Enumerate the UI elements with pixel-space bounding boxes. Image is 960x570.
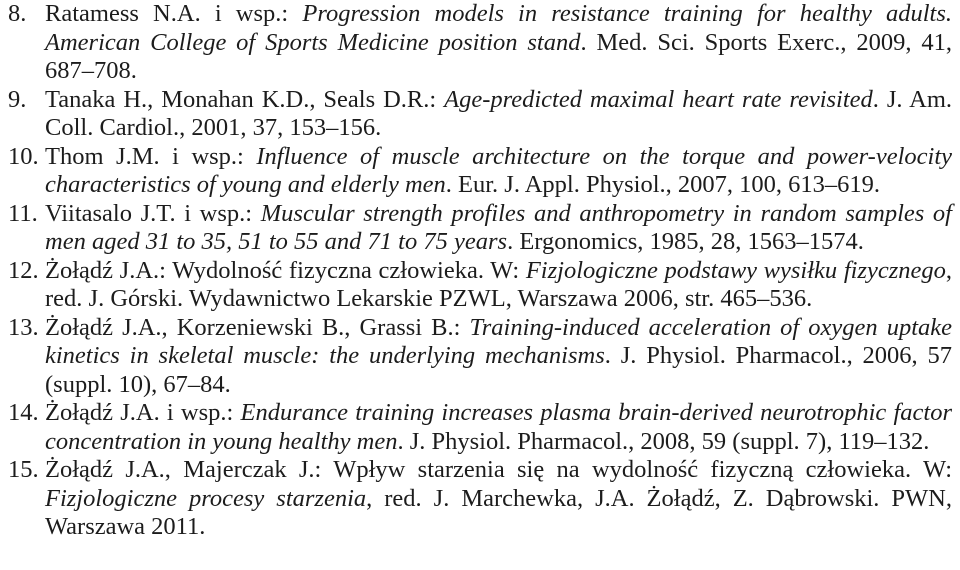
reference-authors: Żołądź J.A.: Wydolność fizyczna człowieka. W:: [45, 256, 526, 284]
reference-authors: Viitasalo J.T. i wsp.:: [45, 199, 261, 227]
reference-source: , red. J. Marchewka, J.A. Żołądź, Z. Dąbrowski. PWN, Warszawa 2011.: [45, 484, 952, 540]
reference-title: Influence of muscle architecture on the torque and power-velocity characteristics of young and elderly men: [45, 142, 953, 198]
reference-number: 13.: [8, 313, 39, 341]
reference-number: 9.: [8, 85, 27, 113]
reference-authors: Żołądź J.A., Majerczak J.: Wpływ starzenia się na wydolność fizyczną człowieka. W:: [45, 456, 952, 483]
reference-book-title: Fizjologiczne podstawy wysiłku fizycznego: [525, 256, 946, 284]
reference-source: . J. Am. Coll. Cardiol., 2001, 37, 153–156.: [45, 85, 953, 141]
reference-number: 12.: [8, 256, 39, 284]
reference-title: Progression models in resistance training for healthy adults. American College of Sports Medicine position stand: [45, 0, 953, 56]
reference-authors: Thom J.M. i wsp.:: [45, 142, 257, 170]
reference-item: [8, 257, 952, 314]
reference-item: [8, 314, 952, 400]
reference-number: 8.: [8, 0, 27, 27]
reference-authors: Tanaka H., Monahan K.D., Seals D.R.:: [45, 85, 445, 113]
reference-book-title: Fizjologiczne procesy starzenia: [45, 484, 367, 512]
reference-item: [8, 456, 952, 542]
reference-item: [8, 399, 952, 456]
reference-source: . Med. Sci. Sports Exerc., 2009, 41, 687–708.: [45, 28, 953, 84]
reference-title: Age-predicted maximal heart rate revisited: [444, 85, 873, 113]
reference-title: Training-induced acceleration of oxygen uptake kinetics in skeletal muscle: the underlying mechanisms: [45, 313, 952, 369]
reference-number: 10.: [8, 142, 39, 170]
reference-number: 15.: [8, 456, 39, 483]
reference-authors: Żołądź J.A., Korzeniewski B., Grassi B.:: [45, 313, 470, 341]
reference-item: [8, 200, 952, 257]
reference-authors: Ratamess N.A. i wsp.:: [45, 0, 303, 27]
reference-number: 11.: [8, 199, 38, 227]
reference-item: [8, 143, 952, 200]
reference-source: . J. Physiol. Pharmacol., 2008, 59 (suppl. 7), 119–132.: [397, 427, 930, 455]
reference-item: [8, 86, 952, 143]
reference-source: . Ergonomics, 1985, 28, 1563–1574.: [507, 228, 864, 255]
reference-source: , red. J. Górski. Wydawnictwo Lekarskie PZWL, Warszawa 2006, str. 465–536.: [45, 256, 952, 312]
reference-title: Muscular strength profiles and anthropometry in random samples of men aged 31 to 35, 51 to 55 and 71 to 75 years: [45, 199, 952, 255]
reference-source: . Eur. J. Appl. Physiol., 2007, 100, 613–619.: [445, 171, 880, 198]
reference-number: 14.: [8, 399, 39, 426]
reference-source: . J. Physiol. Pharmacol., 2006, 57 (suppl. 10), 67–84.: [45, 342, 952, 398]
reference-item: [8, 0, 952, 86]
reference-title: Endurance training increases plasma brain-derived neurotrophic factor concentration in young healthy men: [45, 399, 952, 455]
reference-authors: Żołądź J.A. i wsp.:: [45, 399, 241, 426]
